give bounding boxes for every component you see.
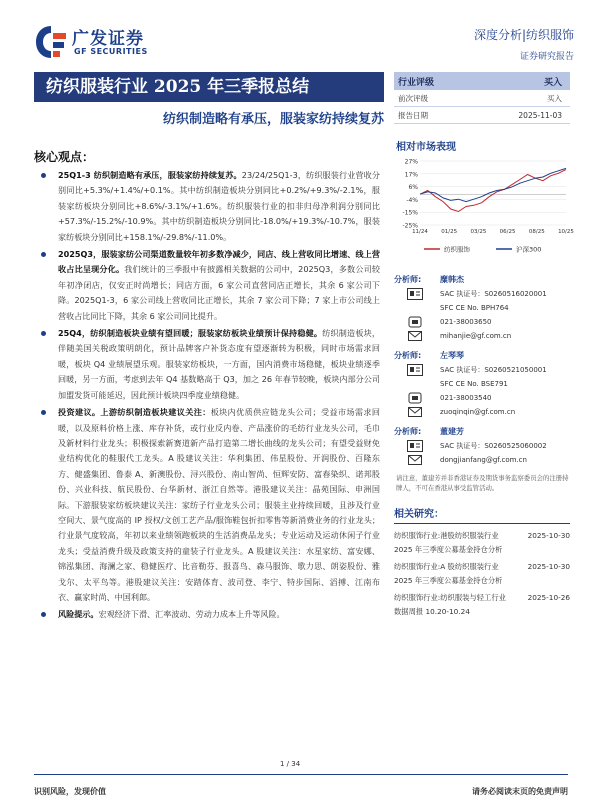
prev-rating-value: 买入 [547, 93, 562, 103]
bullet-text: 我们统计的三季报中有披露相关数据的公司中，2025Q3，多数公司较年初净闭店，仅安正时尚增长；同店方面，6 家公司直营同店正增长，其余 6 家公司下降。2025Q1-3，6 家公司线上营收同比正增长，其余 7 家公司下降；7 家上市公司线上营收占比同比下降，其余 6 家公司同比提升。 [58, 264, 380, 321]
analyst-block [394, 347, 570, 419]
bullet-lead: 投资建议。上游纺织制造板块建议关注： [58, 407, 211, 418]
bullet-lead: 风险提示。 [58, 609, 99, 620]
core-views-heading: 核心观点： [34, 150, 95, 164]
bullet-item [38, 247, 380, 324]
prev-rating-row [394, 90, 570, 107]
related-item-date: 2025-10-26 [527, 593, 570, 602]
market-performance-heading: 相对市场表现 [396, 142, 456, 153]
bullet-lead: 25Q1-3 纺织制造略有承压，服装家纺持续复苏。 [58, 170, 242, 180]
x-tick-label: 03/25 [470, 229, 487, 235]
related-item[interactable] [394, 529, 570, 556]
analyst-email[interactable]: dongjianfang@gf.com.cn [440, 456, 527, 464]
bullet-item [38, 326, 380, 403]
bullet-item [38, 168, 380, 245]
y-tick-label: 27% [404, 158, 418, 166]
related-item[interactable] [394, 560, 570, 587]
logo-text-en: GF SECURITIES [74, 47, 148, 56]
x-tick-label: 01/25 [441, 229, 458, 235]
analyst-email[interactable]: mihanjie@gf.com.cn [440, 332, 512, 340]
x-tick-label: 11/24 [412, 229, 428, 235]
sfc-ce: SFC CE No. BSE791 [440, 380, 508, 388]
related-item[interactable] [394, 591, 570, 618]
related-item-title[interactable]: 纺织服饰行业:港股纺织服装行业 2025 年三季度公募基金持仓分析 [394, 531, 503, 554]
id-card-icon [404, 439, 426, 453]
analyst-name: 糜韩杰 [440, 274, 464, 284]
sac-cert: SAC 执证号：S0260521050001 [440, 366, 547, 374]
sfc-ce: SFC CE No. BPH764 [440, 304, 509, 312]
bullet-item [38, 607, 380, 622]
sac-cert: SAC 执证号：S0260516020001 [440, 290, 547, 298]
report-date-label: 报告日期 [398, 110, 428, 120]
report-title: 纺织服装行业 2025 年三季报总结 [34, 72, 384, 102]
bullet-text: 纺织制造板块，伴随美国关税政策明朗化，预计品牌客户补货态度有望逐渐转为积极，同时市场需求回暖，板块 Q4 业绩展望乐观。服装家纺板块，一方面，国内消费市场稳健，板块业绩逐季回暖，另一方面，考虑到去年 Q4 基数略高于 Q3，加之 26 年春节较晚，板块内部分公司加盟发货可能延迟，因此预计板块四季度业绩稳健。 [58, 328, 380, 400]
report-date-value: 2025-11-03 [518, 110, 562, 120]
id-card-icon [404, 287, 426, 301]
report-subtitle: 纺织制造略有承压，服装家纺持续复苏 [162, 112, 384, 127]
analyst-role: 分析师: [394, 350, 422, 360]
id-card-icon [404, 363, 426, 377]
bullet-lead: 2025Q3，服装家纺公司渠道数量较年初多数净减少，同店、线上营收同比增速、线上营收占比呈现分化。 [58, 249, 380, 275]
analyst-name: 左琴琴 [440, 350, 464, 360]
page-number: 1 / 34 [280, 760, 301, 768]
report-date-row [394, 107, 570, 124]
series-line-1 [420, 168, 566, 201]
bullet-item [38, 405, 380, 605]
logo-text-cn: 广发证券 [72, 29, 144, 49]
analyst-phone: 021-38003540 [440, 394, 492, 402]
y-tick-label: -4% [406, 196, 418, 204]
analyst-block [394, 423, 570, 467]
related-item-date: 2025-10-30 [527, 562, 570, 571]
gf-logo-icon [34, 24, 68, 60]
related-research-heading: 相关研究： [394, 505, 570, 524]
x-tick-label: 08/25 [528, 229, 545, 235]
analyst-role: 分析师: [394, 426, 422, 436]
rating-bar [394, 72, 570, 90]
email-icon [404, 329, 426, 343]
relative-performance-chart [394, 157, 574, 267]
analyst-list [394, 271, 570, 467]
related-item-date: 2025-10-30 [527, 531, 570, 540]
gf-logo [34, 24, 164, 60]
footer-slogan: 识别风险，发现价值 [34, 787, 106, 796]
x-tick-label: 06/25 [499, 229, 516, 235]
footer-disclaimer: 请务必阅读末页的免责声明 [472, 787, 568, 796]
prev-rating-label: 前次评级 [398, 93, 428, 103]
bullet-text: 板块内优质供应链龙头公司；受益市场需求回暖，以及原料价格上涨、库存补货，或行业反内卷、产品涨价的毛纺行业龙头公司，毛巾及新材料行业龙头；积极探索新赛道新产品打造第二增长曲线的龙头公司；有望受益财免业结构优化的鞋服代工龙头。A 股建议关注：华利集团、伟星股份、开润股份、百隆东方、健盛集团、鲁泰 A、新澳股份、浔兴股份、南山智尚、恒辉安防、富春染织、诺邦股份、兴业科技、航民股份、台华新材、浙江自然等。港股建议关注：晶苑国际、申洲国际。下游服装家纺板块建议关注：家纺子行业龙头公司；服装主业持续回暖，且涉及行业空间大、景气度高的 IP 授权/文创工艺产品/服饰鞋包折扣零售等新消费业务的行业龙头；行业景气度较高，年初以来业绩领跑板块的生活消费品龙头；专业运动及运动休闲子行业龙头；受益消费升级及政策支持的童装子行业龙头。A 股建议关注：水星家纺、富安娜、锦泓集团、海澜之家、稳健医疗、比音勒芬、报喜鸟、森马服饰、歌力思、朗姿股份、雅戈尔、太平鸟等。港股建议关注：安踏体育、波司登、李宁、特步国际、滔搏、江南布衣、赢家时尚、中国利郎。 [58, 407, 380, 602]
chart-svg [394, 157, 574, 267]
sidebar [394, 72, 574, 622]
y-tick-label: 17% [404, 171, 418, 179]
related-research [394, 505, 570, 618]
bullet-text: 23/24/25Q1-3，纺织服装行业营收分别同比+5.3%/+1.4%/+0.1%。其中纺织制造板块分别同比+0.2%/+9.3%/-2.1%，服装家纺板块分别同比+8.6%/-3.1%/+1.6%。纺织服装行业的扣非归母净利润分别同比+57.3%/-15.2%/-10.9%。其中纺织制造板块分别同比-18.0%/+19.3%/-10.7%，服装家纺板块分别同比+158.1%/-29.8%/-11.0%。 [58, 170, 380, 242]
y-tick-label: -25% [402, 222, 418, 230]
y-tick-label: 6% [408, 184, 418, 192]
y-tick-label: -15% [402, 209, 418, 217]
legend-label: 纺织服饰 [444, 245, 470, 254]
page-header [34, 24, 574, 64]
email-icon [404, 405, 426, 419]
phone-icon [404, 315, 426, 329]
core-views-body [38, 168, 380, 625]
analyst-role: 分析师: [394, 274, 422, 284]
rating-label: 行业评级 [398, 77, 435, 88]
report-type: 证券研究报告 [519, 52, 574, 62]
report-category: 深度分析|纺织服饰 [473, 28, 574, 42]
footer-divider [34, 774, 568, 775]
analyst-block [394, 271, 570, 343]
related-item-title[interactable]: 纺织服饰行业:纺织服装与轻工行业数据周报 10.20-10.24 [394, 593, 506, 616]
bullet-text: 宏观经济下滑、汇率波动、劳动力成本上升等风险。 [98, 609, 285, 620]
legend-label: 沪深300 [516, 245, 542, 254]
related-item-title[interactable]: 纺织服饰行业:A 股纺织服装行业 2025 年三季度公募基金持仓分析 [394, 562, 503, 585]
analyst-disclaimer: 请注意，董建芳并非香港证券及期货事务监察委员会的注册持牌人，不可在香港从事受监管活动。 [396, 474, 569, 492]
rating-value: 买入 [543, 77, 562, 88]
analyst-phone: 021-38003650 [440, 318, 492, 326]
phone-icon [404, 391, 426, 405]
email-icon [404, 453, 426, 467]
sac-cert: SAC 执证号：S0260525060002 [440, 442, 547, 450]
x-tick-label: 10/25 [558, 229, 574, 235]
analyst-name: 董建芳 [440, 426, 464, 436]
analyst-email[interactable]: zuoqinqin@gf.com.cn [440, 408, 516, 416]
bullet-lead: 25Q4，纺织制造板块业绩有望回暖；服装家纺板块业绩预计保持稳健。 [58, 328, 323, 339]
